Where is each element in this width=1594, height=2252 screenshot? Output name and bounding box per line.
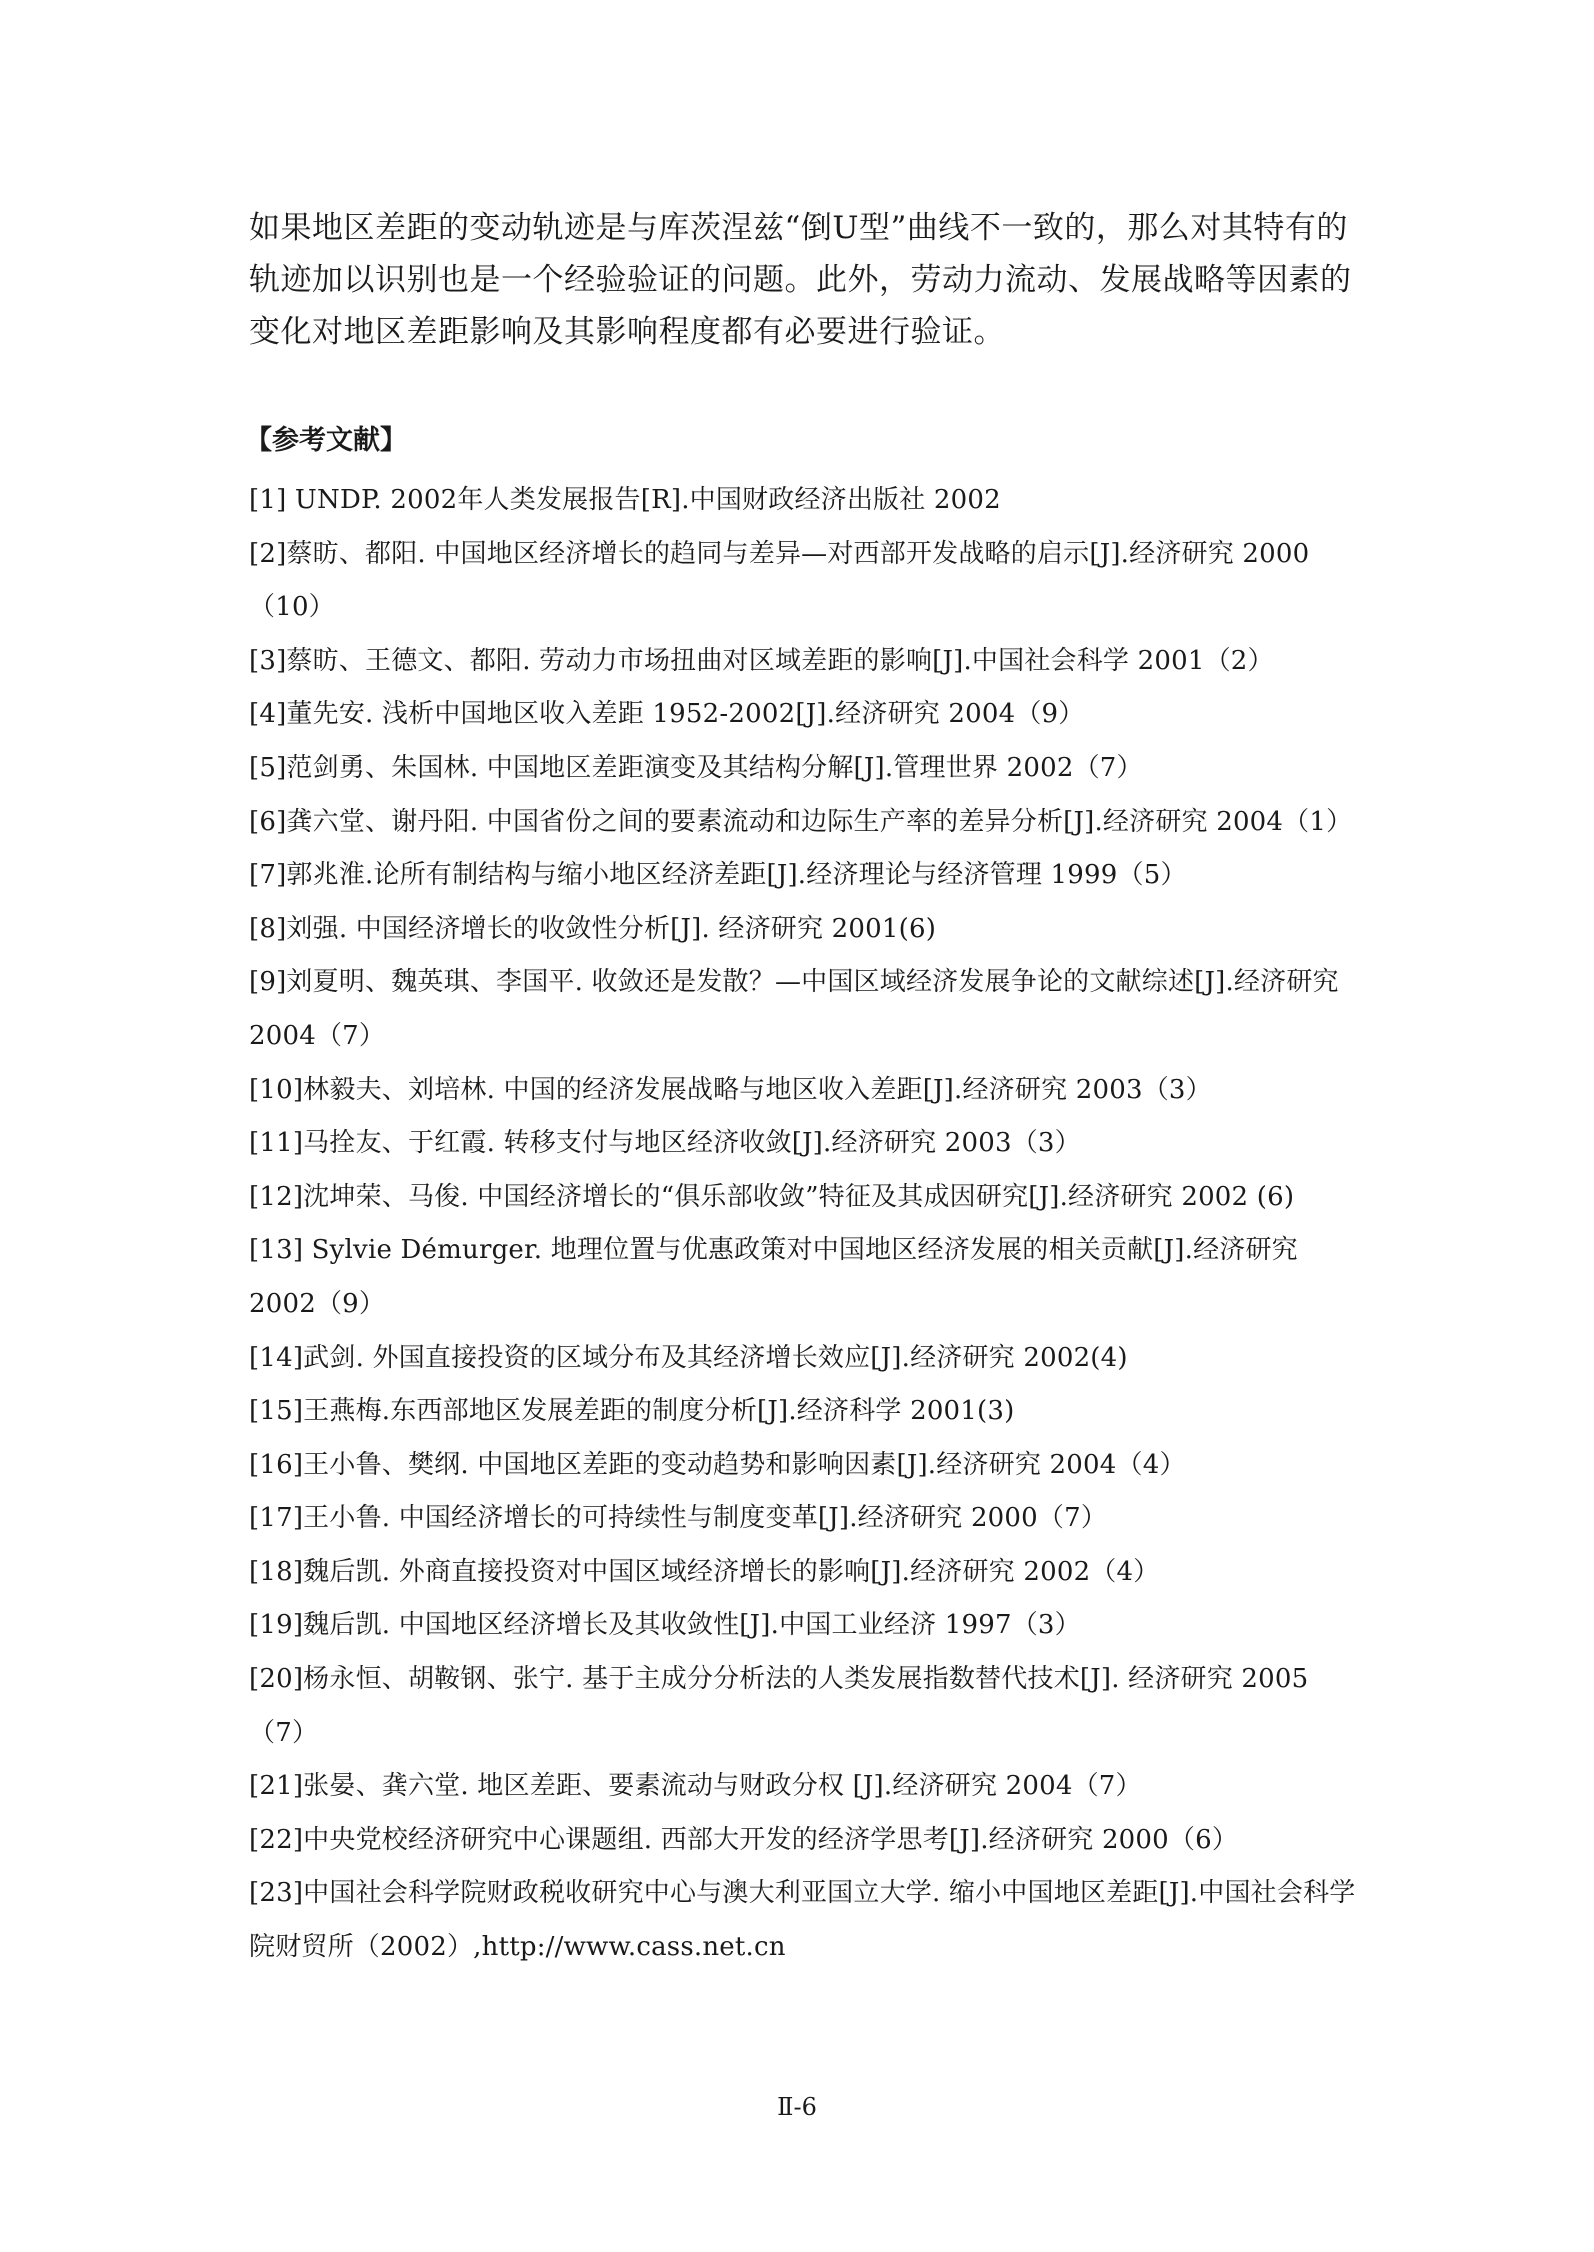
reference-item: [14]武剑. 外国直接投资的区域分布及其经济增长效应[J].经济研究 2002(4) [249,1342,1128,1373]
reference-item: [6]龚六堂、谢丹阳. 中国省份之间的要素流动和边际生产率的差异分析[J].经济研究 2004（1） [249,806,1353,837]
reference-item: [15]王燕梅.东西部地区发展差距的制度分析[J].经济科学 2001(3) [249,1396,1015,1427]
reference-item: [7]郭兆淮.论所有制结构与缩小地区经济差距[J].经济理论与经济管理 1999（5） [249,860,1187,891]
references-heading: 【参考文献】 [245,425,407,456]
reference-item: [16]王小鲁、樊纲. 中国地区差距的变动趋势和影响因素[J].经济研究 2004（4） [249,1449,1186,1480]
reference-item: [20]杨永恒、胡鞍钢、张宁. 基于主成分分析法的人类发展指数替代技术[J]. 经济研究 2005（7） [249,1664,1309,1748]
reference-item: [13] Sylvie Démurger. 地理位置与优惠政策对中国地区经济发展的相关贡献[J].经济研究 2002（9） [249,1235,1298,1319]
reference-item: [17]王小鲁. 中国经济增长的可持续性与制度变革[J].经济研究 2000（7） [249,1503,1108,1534]
reference-item: [23]中国社会科学院财政税收研究中心与澳大利亚国立大学. 缩小中国地区差距[J].中国社会科学院财贸所（2002）,http://www.cass.net.cn [249,1878,1356,1963]
reference-item: [18]魏后凯. 外商直接投资对中国区域经济增长的影响[J].经济研究 2002（4） [249,1556,1160,1587]
reference-item: [12]沈坤荣、马俊. 中国经济增长的“俱乐部收敛”特征及其成因研究[J].经济研究 2002 (6) [249,1181,1295,1212]
reference-item: [10]林毅夫、刘培林. 中国的经济发展战略与地区收入差距[J].经济研究 2003（3） [249,1074,1212,1105]
reference-item: [22]中央党校经济研究中心课题组. 西部大开发的经济学思考[J].经济研究 2000（6） [249,1824,1239,1855]
reference-item: [19]魏后凯. 中国地区经济增长及其收敛性[J].中国工业经济 1997（3） [249,1610,1081,1641]
reference-item: [8]刘强. 中国经济增长的收敛性分析[J]. 经济研究 2001(6) [249,913,937,944]
reference-item: [4]董先安. 浅析中国地区收入差距 1952-2002[J].经济研究 2004（9） [249,699,1085,730]
reference-item: [9]刘夏明、魏英琪、李国平. 收敛还是发散？—中国区域经济发展争论的文献综述[J].经济研究 2004（7） [249,967,1339,1051]
reference-item: [1] UNDP. 2002年人类发展报告[R].中国财政经济出版社 2002 [249,485,1001,515]
reference-item: [3]蔡昉、王德文、都阳. 劳动力市场扭曲对区域差距的影响[J].中国社会科学 2001（2） [249,645,1274,676]
body-paragraph: 如果地区差距的变动轨迹是与库茨涅兹“倒U型”曲线不一致的，那么对其特有的轨迹加以识别也是一个经验验证的问题。此外，劳动力流动、发展战略等因素的变化对地区差距影响及其影响程度都有必要进行验证。 [249,210,1352,350]
page-number: Ⅱ-6 [777,2093,817,2121]
reference-item: [5]范剑勇、朱国林. 中国地区差距演变及其结构分解[J].管理世界 2002（7） [249,752,1143,783]
reference-item: [2]蔡昉、都阳. 中国地区经济增长的趋同与差异—对西部开发战略的启示[J].经济研究 2000（10） [249,538,1310,623]
reference-item: [11]马拴友、于红霞. 转移支付与地区经济收敛[J].经济研究 2003（3） [249,1128,1081,1159]
reference-item: [21]张晏、龚六堂. 地区差距、要素流动与财政分权 [J].经济研究 2004（7） [249,1771,1142,1802]
references-list [249,474,1364,1975]
